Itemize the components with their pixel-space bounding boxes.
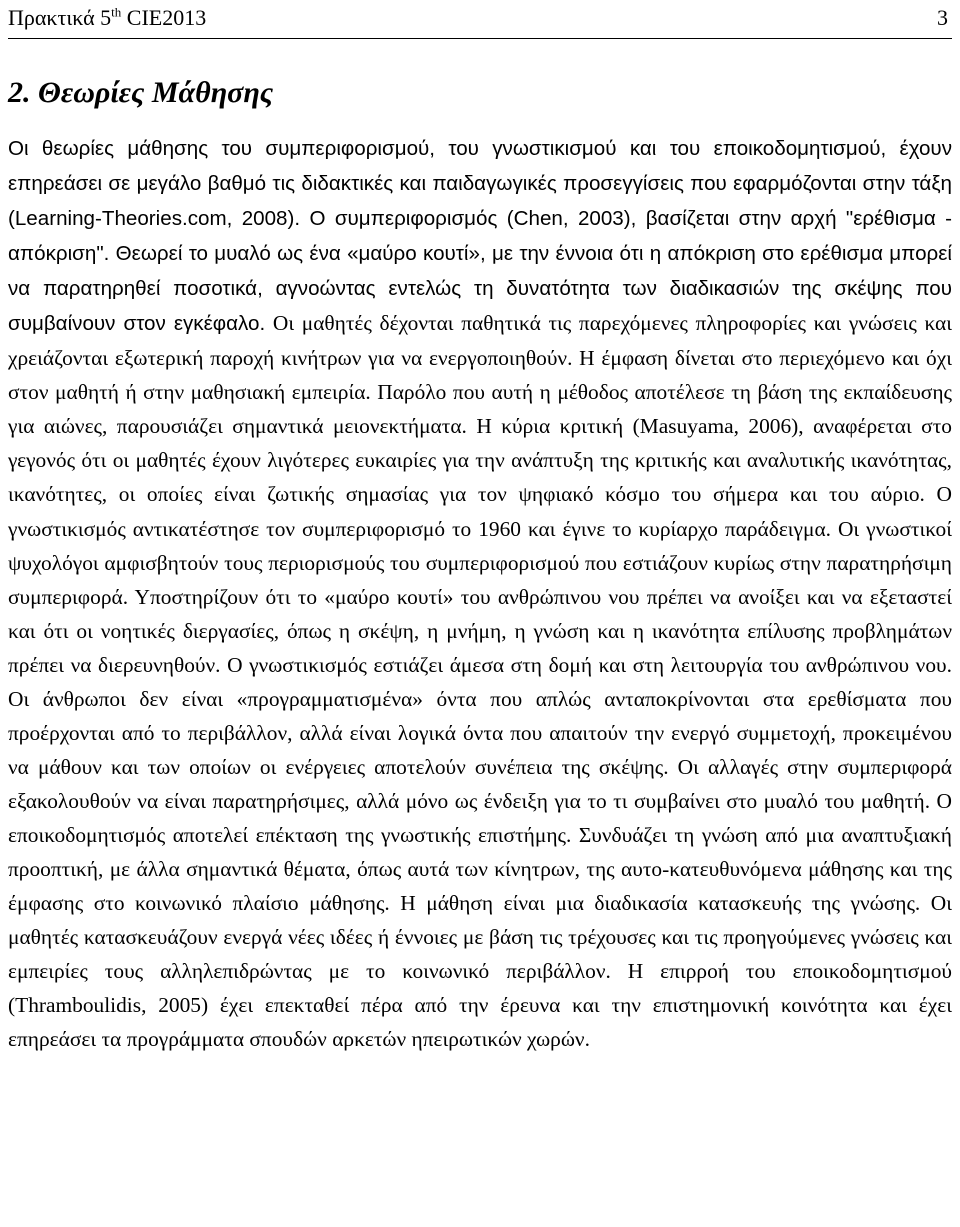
header-title-suffix: CIE2013 [121,5,207,30]
section-heading: 2. Θεωρίες Μάθησης [8,76,274,109]
body-paragraph-serif-part: Οι μαθητές δέχονται παθητικά τις παρεχόμενες πληροφορίες και γνώσεις και χρειάζονται εξωτερική παροχή κινήτρων για να ενεργοποιηθούν. Η έμφαση δίνεται στο περιεχόμενο και όχι στον μαθητή ή στην μαθησιακή εμπειρία. Παρόλο που αυτή η μέθοδος αποτέλεσε τη βάση της εκπαίδευσης για αιώνες, παρουσιάζει σημαντικά μειονεκτήματα. Η κύρια κριτική (Masuyama, 2006), αναφέρεται στο γεγονός ότι οι μαθητές έχουν λιγότερες ευκαιρίες για την ανάπτυξη της κριτικής και αναλυτικής ικανότητας, ικανότητες, οι οποίες είναι ζωτικής σημασίας για τον ψηφιακό κόσμο του σήμερα και του αύριο. Ο γνωστικισμός αντικατέστησε τον συμπεριφορισμό το 1960 και έγινε το κυρίαρχο παράδειγμα. Οι γνωστικοί ψυχολόγοι αμφισβητούν τους περιορισμούς του συμπεριφορισμού που εστιάζουν κυρίως στην παρατηρήσιμη συμπεριφορά. Υποστηρίζουν ότι το «μαύρο κουτί» του ανθρώπινου νου πρέπει να ανοίξει και να εξεταστεί και ότι οι νοητικές διεργασίες, όπως η σκέψη, η μνήμη, η γνώση και η ικανότητα επίλυσης προβλημάτων πρέπει να διερευνηθούν. Ο γνωστικισμός εστιάζει άμεσα στη δομή και στη λειτουργία του ανθρώπινου νου. Οι άνθρωποι δεν είναι «προγραμματισμένα» όντα που απλώς ανταποκρίνονται στα ερεθίσματα που προέρχονται από το περιβάλλον, αλλά είναι λογικά όντα που απαιτούν την ενεργό συμμετοχή, προκειμένου να μάθουν και των οποίων οι ενέργειες αποτελούν συνέπεια της σκέψης. Οι αλλαγές στην συμπεριφορά εξακολουθούν να είναι παρατηρήσιμες, αλλά μόνο ως ένδειξη για το τι συμβαίνει στο μυαλό του μαθητή. Ο εποικοδομητισμός αποτελεί επέκταση της γνωστικής επιστήμης. Συνδυάζει τη γνώση από μια αναπτυξιακή προοπτική, με άλλα σημαντικά θέματα, όπως αυτά των κίνητρων, της αυτο-κατευθυνόμενα μάθησης και της έμφασης στο κοινωνικό πλαίσιο μάθησης. Η μάθηση είναι μια διαδικασία κατασκευής της γνώσης. Οι μαθητές κατασκευάζουν ενεργά νέες ιδέες ή έννοιες με βάση τις τρέχουσες και τις προηγούμενες γνώσεις και εμπειρίες τους αλληλεπιδρώντας με το κοινωνικό περιβάλλον. Η επιρροή του εποικοδομητισμού (Thramboulidis, 2005) έχει επεκταθεί πέρα από την έρευνα και την επιστημονική κοινότητα και έχει επηρεάσει τα προγράμματα σπουδών αρκετών ηπειρωτικών χωρών. [8,311,952,1052]
header-title [8,5,206,31]
header-title-superscript: th [111,4,122,20]
page-number: 3 [937,5,948,30]
running-header [8,0,952,39]
document-page [8,0,952,1078]
body-paragraph-sans-part: Οι θεωρίες μάθησης του συμπεριφορισμού, του γνωστικισμού και του εποικοδομητισμού, έχουν επηρεάσει σε μεγάλο βαθμό τις διδακτικές και παιδαγωγικές προσεγγίσεις που εφαρμόζονται στην τάξη (Learning-Theories.com, 2008). Ο συμπεριφορισμός (Chen, 2003), βασίζεται στην αρχή "ερέθισμα - απόκριση". Θεωρεί το μυαλό ως ένα «μαύρο κουτί», με την έννοια ότι η απόκριση στο ερέθισμα μπορεί να παρατηρηθεί ποσοτικά, αγνοώντας εντελώς τη δυνατότητα των διαδικασιών της σκέψης που συμβαίνουν στον εγκέφαλο. [8,137,952,336]
body-paragraph [8,131,952,1056]
header-title-prefix: Πρακτικά 5 [8,5,112,30]
